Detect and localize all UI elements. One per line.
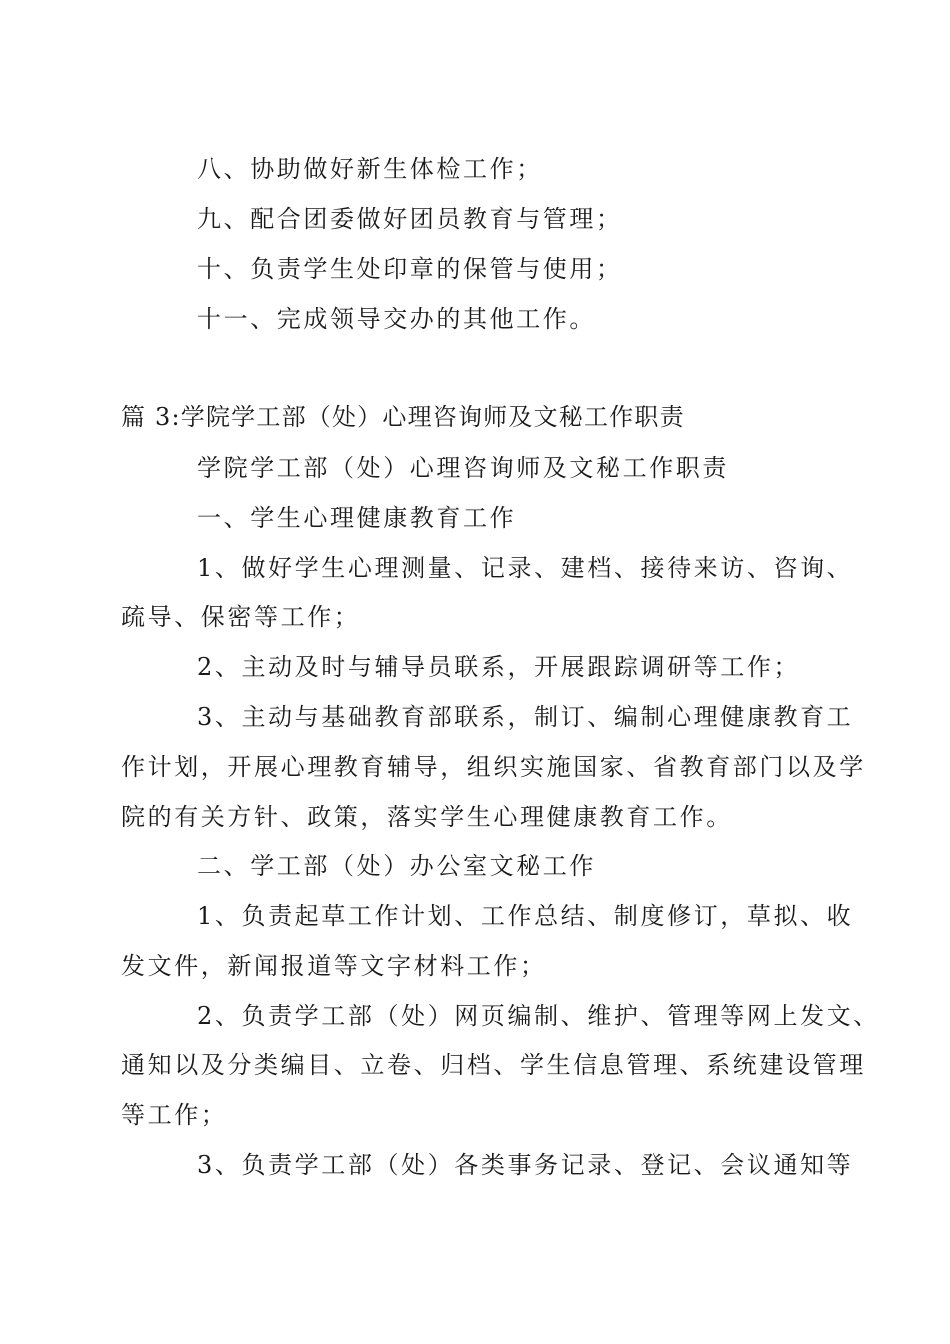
section-heading: 篇 3:学院学工部（处）心理咨询师及文秘工作职责	[121, 403, 685, 431]
part1-item3-line1: 3、主动与基础教育部联系，制订、编制心理健康教育工	[197, 703, 854, 731]
part1-item3-line3: 院的有关方针、政策，落实学生心理健康教育工作。	[121, 803, 733, 831]
part2-heading: 二、学工部（处）办公室文秘工作	[197, 852, 596, 880]
part2-item2-line3: 等工作；	[121, 1101, 228, 1129]
part2-item3-line1: 3、负责学工部（处）各类事务记录、登记、会议通知等	[197, 1151, 854, 1179]
part2-item1-line2: 发文件，新闻报道等文字材料工作；	[121, 952, 547, 980]
part1-item1-line1: 1、做好学生心理测量、记录、建档、接待来访、咨询、	[197, 554, 854, 582]
part1-heading: 一、学生心理健康教育工作	[197, 504, 517, 532]
section-title: 学院学工部（处）心理咨询师及文秘工作职责	[197, 454, 729, 482]
list-item-9: 九、配合团委做好团员教育与管理；	[197, 205, 623, 233]
list-item-10: 十、负责学生处印章的保管与使用；	[197, 255, 623, 283]
part2-item2-line1: 2、负责学工部（处）网页编制、维护、管理等网上发文、	[197, 1002, 880, 1030]
list-item-11: 十一、完成领导交办的其他工作。	[197, 305, 596, 333]
part1-item3-line2: 作计划，开展心理教育辅导，组织实施国家、省教育部门以及学	[121, 753, 866, 781]
part1-item1-line2: 疏导、保密等工作；	[121, 603, 361, 631]
list-item-8: 八、协助做好新生体检工作；	[197, 155, 543, 183]
part2-item2-line2: 通知以及分类编目、立卷、归档、学生信息管理、系统建设管理	[121, 1051, 866, 1079]
part2-item1-line1: 1、负责起草工作计划、工作总结、制度修订，草拟、收	[197, 902, 854, 930]
part1-item2: 2、主动及时与辅导员联系，开展跟踪调研等工作；	[197, 653, 801, 681]
